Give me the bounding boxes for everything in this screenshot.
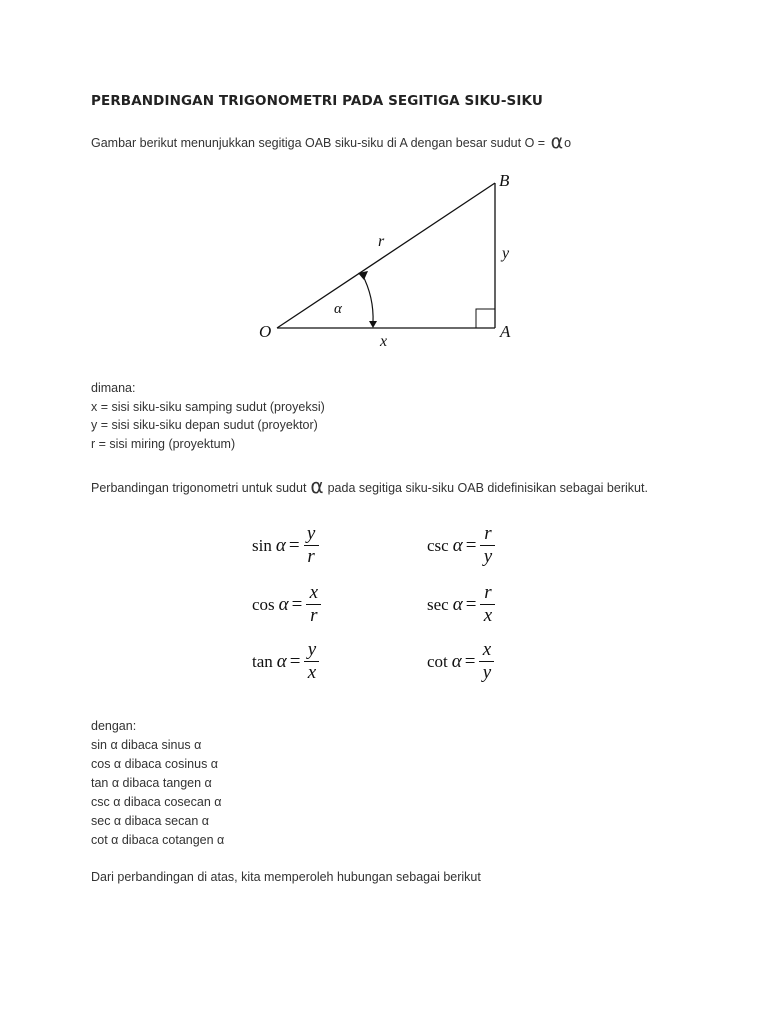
numerator: x (309, 582, 319, 603)
angle-arrowhead-bottom (369, 321, 377, 328)
formula-sin (252, 524, 319, 567)
numerator: r (484, 582, 492, 603)
side-label-x: x (380, 333, 388, 350)
formula-var: α (278, 593, 289, 615)
definition-item-x: x = sisi siku-siku samping sudut (proyeksi) (91, 399, 325, 414)
fraction (304, 524, 319, 567)
right-triangle-diagram (250, 165, 530, 355)
definition-item-y: y = sisi siku-siku depan sudut (proyektor) (91, 418, 318, 432)
paragraph-after: pada segitiga siku-siku OAB didefinisikan sebagai berikut. (327, 481, 648, 495)
formula-fn: csc (427, 535, 449, 555)
fraction (480, 524, 495, 567)
denominator: y (483, 546, 493, 568)
name-item-cot: cot α dibaca cotangen α (91, 833, 225, 847)
formula-fn: cot (427, 651, 448, 671)
formula-cos (252, 583, 321, 626)
formula-var: α (452, 534, 463, 556)
formula-var: α (451, 650, 462, 672)
closing-line: Dari perbandingan di atas, kita memperoleh hubungan sebagai berikut (91, 870, 481, 884)
side-label-r: r (378, 233, 385, 250)
formula-tan (252, 640, 319, 683)
name-item-csc: csc α dibaca cosecan α (91, 795, 222, 809)
fraction (479, 640, 494, 683)
formula-eq: = (289, 650, 301, 672)
formula-fn: sec (427, 594, 449, 614)
fraction (304, 640, 319, 683)
intro-alpha: α (550, 131, 564, 153)
formula-eq: = (465, 534, 477, 556)
formula-csc (427, 524, 495, 567)
formula-eq: = (464, 650, 476, 672)
numerator: y (307, 639, 317, 660)
formula-fn: tan (252, 651, 273, 671)
function-names-block (91, 717, 224, 850)
numerator: y (306, 523, 316, 544)
formula-var: α (275, 534, 286, 556)
name-item-sec: sec α dibaca secan α (91, 814, 209, 828)
denominator: r (307, 546, 315, 568)
vertex-label-a: A (500, 322, 511, 341)
formula-cot (427, 640, 494, 683)
formula-grid (246, 520, 536, 700)
paragraph-before: Perbandingan trigonometri untuk sudut (91, 481, 307, 495)
definitions-heading: dimana: (91, 381, 136, 395)
hypotenuse-line (277, 183, 495, 328)
formula-eq: = (291, 593, 303, 615)
numerator: x (482, 639, 492, 660)
vertex-label-b: B (499, 171, 510, 190)
definitions-block (91, 379, 325, 453)
angle-label-alpha: α (334, 301, 342, 317)
formula-sec (427, 583, 495, 626)
name-item-sin: sin α dibaca sinus α (91, 738, 202, 752)
names-heading: dengan: (91, 719, 137, 733)
intro-suffix: o (564, 136, 572, 150)
formula-var: α (276, 650, 287, 672)
side-label-y: y (502, 245, 510, 262)
numerator: r (484, 523, 492, 544)
angle-arc (362, 274, 373, 323)
formula-eq: = (288, 534, 300, 556)
fraction (306, 583, 321, 626)
denominator: y (482, 662, 492, 684)
page-title: PERBANDINGAN TRIGONOMETRI PADA SEGITIGA SIKU-SIKU (91, 93, 543, 109)
denominator: x (307, 662, 317, 684)
denominator: x (483, 605, 493, 627)
denominator: r (310, 605, 318, 627)
formula-fn: sin (252, 535, 272, 555)
formula-eq: = (465, 593, 477, 615)
vertex-label-o: O (259, 322, 272, 341)
definition-item-r: r = sisi miring (proyektum) (91, 436, 236, 451)
name-item-tan: tan α dibaca tangen α (91, 776, 212, 790)
name-item-cos: cos α dibaca cosinus α (91, 757, 219, 771)
formula-var: α (452, 593, 463, 615)
intro-text: Gambar berikut menunjukkan segitiga OAB siku-siku di A dengan besar sudut O = (91, 136, 546, 150)
fraction (480, 583, 495, 626)
right-angle-marker (476, 309, 495, 328)
intro-line (91, 131, 571, 153)
definition-paragraph (91, 474, 651, 500)
formula-fn: cos (252, 594, 275, 614)
paragraph-alpha: α (310, 474, 324, 498)
